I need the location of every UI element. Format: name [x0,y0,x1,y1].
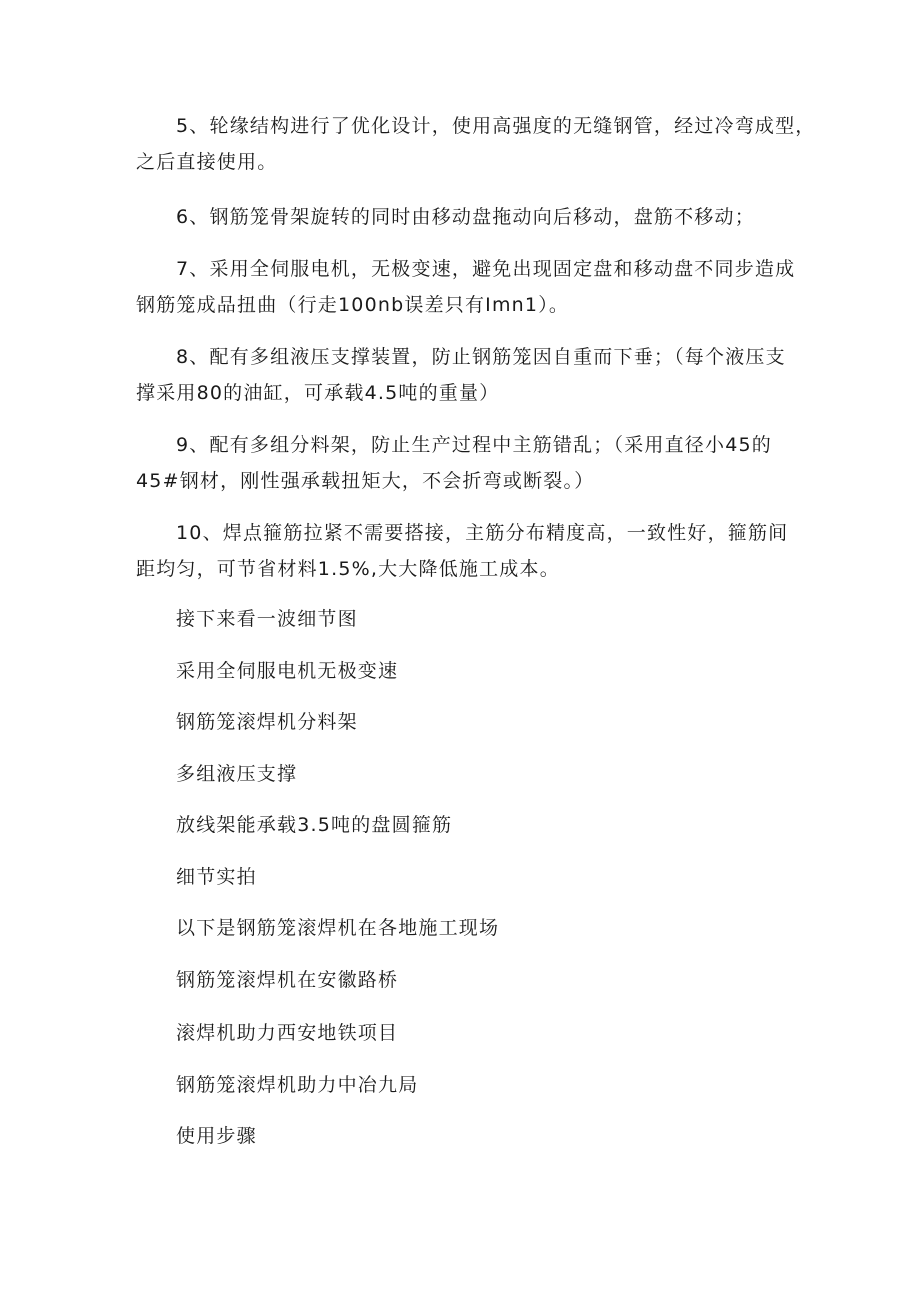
caption-distribution-rack: 钢筋笼滚焊机分料架 [176,711,358,733]
caption-mcc-ninth-bureau: 钢筋笼滚焊机助力中冶九局 [176,1074,419,1096]
feature-item-7 [136,251,796,323]
feature-item-5-line-1: 5、轮缘结构进行了优化设计，使用高强度的无缝钢管，经过冷弯成型， [176,115,816,137]
feature-item-8-line-2: 撑采用80的油缸，可承载4.5吨的重量） [136,382,500,404]
feature-item-8-line-1: 8、配有多组液压支撑装置，防止钢筋笼因自重而下垂；（每个液压支 [176,346,786,368]
feature-item-8 [136,339,796,411]
caption-xian-metro: 滚焊机助力西安地铁项目 [176,1022,399,1044]
feature-item-9 [136,427,796,499]
feature-item-10-line-2: 距均匀，可节省材料1.5%,大大降低施工成本。 [136,558,560,580]
feature-item-7-line-1: 7、采用全伺服电机，无极变速，避免出现固定盘和移动盘不同步造成 [176,258,796,280]
feature-item-5 [136,108,816,180]
caption-usage-steps: 使用步骤 [176,1125,257,1147]
feature-item-10 [136,515,796,587]
feature-item-5-line-2: 之后直接使用。 [136,151,278,173]
feature-item-6-line-1: 6、钢筋笼骨架旋转的同时由移动盘拖动向后移动，盘筋不移动； [176,206,755,228]
caption-construction-sites: 以下是钢筋笼滚焊机在各地施工现场 [176,917,500,939]
feature-item-7-line-2: 钢筋笼成品扭曲（行走100nb误差只有Imn1）。 [136,294,570,316]
caption-servo-motor: 采用全伺服电机无极变速 [176,660,399,682]
caption-payoff-rack: 放线架能承载3.5吨的盘圆箍筋 [176,814,453,836]
caption-detail-intro: 接下来看一波细节图 [176,608,358,630]
caption-detail-photos: 细节实拍 [176,866,257,888]
feature-item-9-line-1: 9、配有多组分料架，防止生产过程中主筋错乱；（采用直径小45的 [176,434,772,456]
caption-anhui-road-bridge: 钢筋笼滚焊机在安徽路桥 [176,969,399,991]
feature-item-9-line-2: 45#钢材，刚性强承载扭矩大，不会折弯或断裂。） [136,470,595,492]
feature-item-6 [136,199,796,235]
caption-hydraulic-support: 多组液压支撑 [176,763,298,785]
feature-item-10-line-1: 10、焊点箍筋拉紧不需要搭接，主筋分布精度高，一致性好，箍筋间 [176,522,789,544]
